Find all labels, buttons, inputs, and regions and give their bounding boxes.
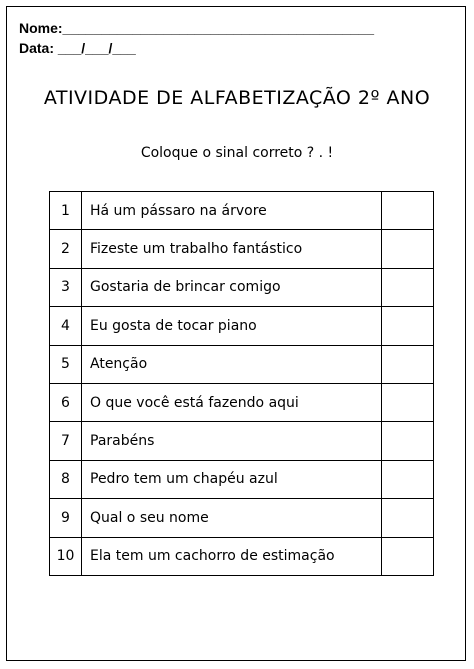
date-field: Data: ___/___/___: [19, 40, 136, 56]
row-sentence: Eu gosta de tocar piano: [82, 307, 382, 345]
table-row: [50, 499, 434, 537]
page-title: ATIVIDADE DE ALFABETIZAÇÃO 2º ANO: [43, 87, 431, 109]
answer-box[interactable]: [382, 460, 434, 498]
exercise-table: [49, 191, 434, 576]
table-row: [50, 307, 434, 345]
answer-box[interactable]: [382, 345, 434, 383]
row-sentence: Gostaria de brincar comigo: [82, 268, 382, 306]
table-row: [50, 230, 434, 268]
row-sentence: Fizeste um trabalho fantástico: [82, 230, 382, 268]
row-number: 1: [50, 192, 82, 230]
row-number: 5: [50, 345, 82, 383]
name-field: Nome:________________________________________: [19, 20, 375, 36]
answer-box[interactable]: [382, 192, 434, 230]
row-number: 8: [50, 460, 82, 498]
table-row: [50, 422, 434, 460]
row-number: 2: [50, 230, 82, 268]
answer-box[interactable]: [382, 383, 434, 421]
row-sentence: Há um pássaro na árvore: [82, 192, 382, 230]
row-number: 4: [50, 307, 82, 345]
row-sentence: Ela tem um cachorro de estimação: [82, 537, 382, 575]
table-row: [50, 345, 434, 383]
answer-box[interactable]: [382, 268, 434, 306]
row-sentence: Parabéns: [82, 422, 382, 460]
row-number: 9: [50, 499, 82, 537]
answer-box[interactable]: [382, 499, 434, 537]
answer-box[interactable]: [382, 230, 434, 268]
table-row: [50, 383, 434, 421]
row-sentence: O que você está fazendo aqui: [82, 383, 382, 421]
worksheet-page: [6, 6, 466, 661]
table-row: [50, 268, 434, 306]
table-row: [50, 192, 434, 230]
row-number: 10: [50, 537, 82, 575]
answer-box[interactable]: [382, 537, 434, 575]
row-sentence: Pedro tem um chapéu azul: [82, 460, 382, 498]
instruction-text: Coloque o sinal correto ? . !: [140, 145, 334, 161]
row-sentence: Qual o seu nome: [82, 499, 382, 537]
row-number: 6: [50, 383, 82, 421]
row-number: 3: [50, 268, 82, 306]
answer-box[interactable]: [382, 422, 434, 460]
row-number: 7: [50, 422, 82, 460]
table-row: [50, 537, 434, 575]
table-row: [50, 460, 434, 498]
row-sentence: Atenção: [82, 345, 382, 383]
answer-box[interactable]: [382, 307, 434, 345]
